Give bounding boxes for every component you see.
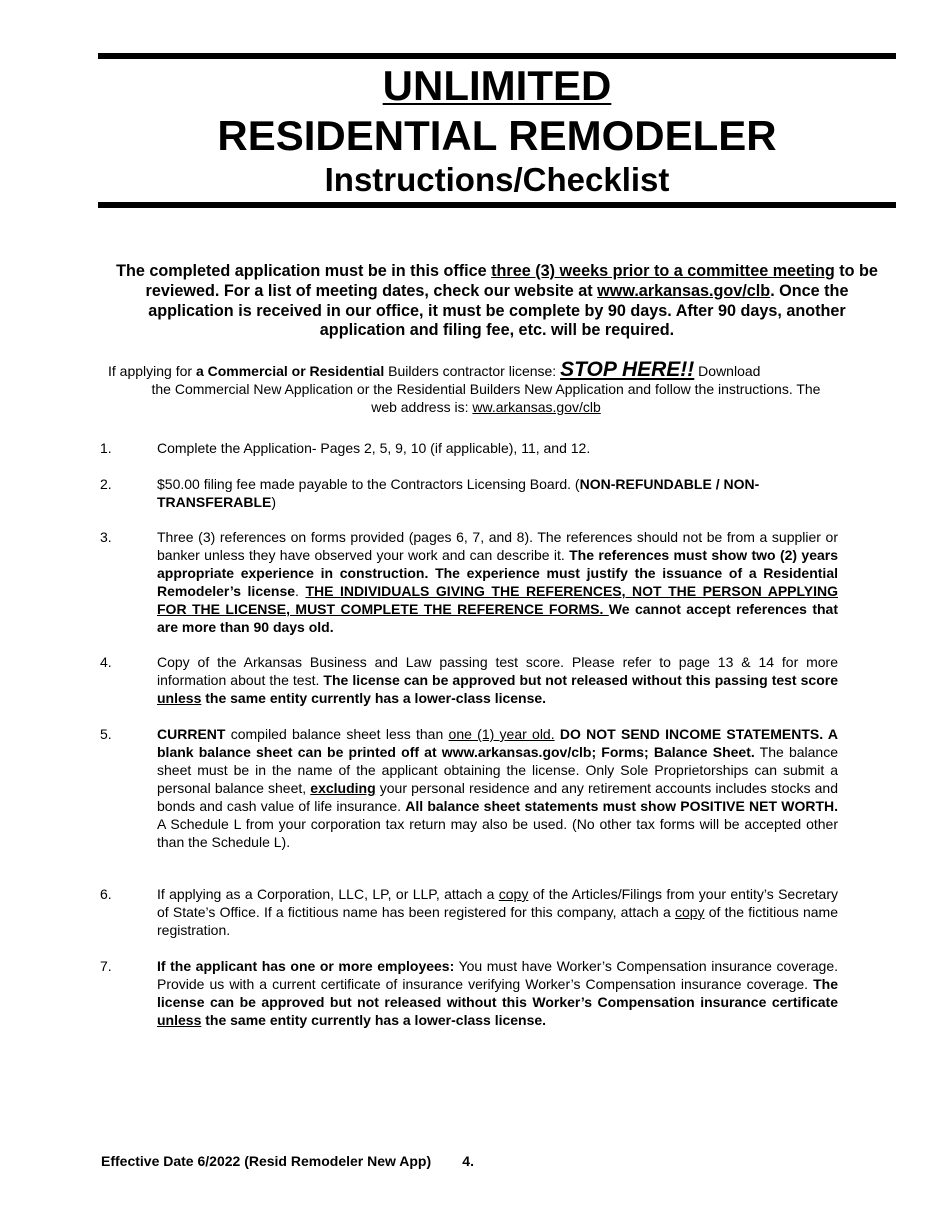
item-number: 6. (100, 886, 112, 902)
stop-here-label: STOP HERE!! (560, 358, 695, 381)
item-bold-underlined-text: excluding (310, 780, 376, 796)
item-number: 7. (100, 958, 112, 974)
item-text: A Schedule L from your corporation tax return may also be used. (No other tax forms will be accepted other than the Schedule L). (157, 816, 838, 850)
item-text: of the fictitious name registration. (157, 904, 838, 938)
item-text: compiled balance sheet less than (225, 726, 449, 742)
note-text-d: contractor license: (438, 363, 561, 379)
checklist-item-5 (100, 725, 838, 851)
item-bold-underlined-text: THE INDIVIDUALS GIVING THE REFERENCES, NOT THE PERSON APPLYING FOR THE LICENSE, MUST COMPLETE THE REFERENCE FORMS. (157, 583, 838, 617)
item-underlined-text: copy (498, 886, 529, 902)
title-residential-remodeler: RESIDENTIAL REMODELER (217, 112, 777, 159)
item-number: 2. (100, 476, 112, 492)
item-text: $50.00 filing fee made payable to the Contractors Licensing Board. ( (157, 476, 580, 492)
note-text-f: the Commercial New Application or the Residential Builders New Application and follow the instructions. The web address is: (151, 381, 821, 415)
item-number: 3. (100, 529, 112, 545)
item-bold-text: the same entity currently has a lower-class license. (201, 690, 547, 706)
footer-effective-date: Effective Date 6/2022 (Resid Remodeler New App) (101, 1153, 432, 1169)
item-bold-text: All balance sheet statements must show POSITIVE NET WORTH. (405, 798, 839, 814)
item-text: . (295, 583, 306, 599)
intro-text-3: . Once the application is received in our office, it must be complete by 90 days. After 90 days, another application and filing fee, etc. will be required. (148, 281, 849, 340)
item-text: Copy of the Arkansas Business and Law passing test score. Please refer to page 13 & 14 for more information about the test. (157, 654, 838, 688)
item-bold-text: If the applicant has one or more employees: (157, 958, 455, 974)
note-text-b: a Commercial or Residential (195, 363, 385, 379)
checklist-item-1 (100, 439, 838, 457)
item-number: 1. (100, 440, 112, 456)
item-bold-text: NON-REFUNDABLE / NON-TRANSFERABLE (157, 476, 760, 510)
item-text: of the Articles/Filings from your entity’s Secretary of State’s Office. If a fictitious name has been registered for this company, attach a (157, 886, 838, 920)
item-number: 4. (100, 654, 112, 670)
item-text: If applying as a Corporation, LLC, LP, or LLP, attach a (157, 886, 499, 902)
item-underlined-text: copy (674, 904, 705, 920)
item-underlined-text: one (1) year old. (448, 726, 555, 742)
note-text-c: Builders (384, 363, 439, 379)
checklist-item-7 (100, 957, 838, 1029)
item-text: your personal residence and any retirement accounts includes stocks and bonds and cash value of life insurance. (157, 780, 838, 814)
intro-deadline: three (3) weeks prior to a committee meeting (491, 262, 835, 280)
item-bold-text: DO NOT SEND INCOME STATEMENTS. A blank balance sheet can be printed off at www.arkansas.gov/clb; Forms; Balance Sheet. (157, 726, 838, 760)
item-bold-text: the same entity currently has a lower-class license. (201, 1012, 547, 1028)
bottom-rule (98, 202, 896, 208)
item-bold-text: The license can be approved but not released without this passing test score (323, 672, 838, 688)
footer-page-number: 4. (462, 1153, 474, 1169)
title-unlimited: UNLIMITED (382, 62, 612, 109)
item-bold-text: The references must show two (2) years appropriate experience in construction. The experience must justify the issuance of a Residential Remodeler’s license (157, 547, 838, 599)
item-bold-underlined-text: unless (157, 690, 202, 706)
note-text-a: If applying for (108, 363, 196, 379)
item-text: ) (271, 494, 277, 510)
note-text-e: Download (694, 363, 761, 379)
item-bold-text: The license can be approved but not released without this Worker’s Compensation insurance certificate (157, 976, 838, 1010)
item-text: The balance sheet must be in the name of the applicant obtaining the license. Only Sole Proprietorships can submit a personal balance sheet, (157, 744, 838, 796)
item-text: Three (3) references on forms provided (pages 6, 7, and 8). The references should not be from a supplier or banker unless they have observed your work and can describe it. (157, 529, 838, 563)
checklist-item-4 (100, 653, 838, 707)
item-text: Complete the Application- Pages 2, 5, 9, 10 (if applicable), 11, and 12. (157, 440, 591, 456)
page-footer (101, 1153, 474, 1169)
checklist-item-6 (100, 885, 838, 939)
item-bold-underlined-text: unless (157, 1012, 202, 1028)
intro-text-1: The completed application must be in this office (116, 262, 492, 280)
note-web-link[interactable]: ww.arkansas.gov/clb (472, 399, 601, 415)
item-text: You must have Worker’s Compensation insurance coverage. Provide us with a current certificate of insurance verifying Worker’s Compensation insurance coverage. (157, 958, 838, 992)
item-bold-text: We cannot accept references that are more than 90 days old. (157, 601, 839, 635)
top-rule (98, 53, 896, 59)
intro-text-2: to be reviewed. For a list of meeting dates, check our website at (145, 262, 878, 300)
checklist-item-3 (100, 528, 838, 636)
intro-paragraph (104, 262, 890, 341)
intro-website-link[interactable]: www.arkansas.gov/clb (597, 281, 771, 300)
builders-note (104, 358, 838, 416)
title-instructions-checklist: Instructions/Checklist (324, 161, 670, 198)
checklist-item-2 (100, 475, 838, 511)
item-number: 5. (100, 726, 112, 742)
item-bold-text: CURRENT (157, 726, 226, 742)
